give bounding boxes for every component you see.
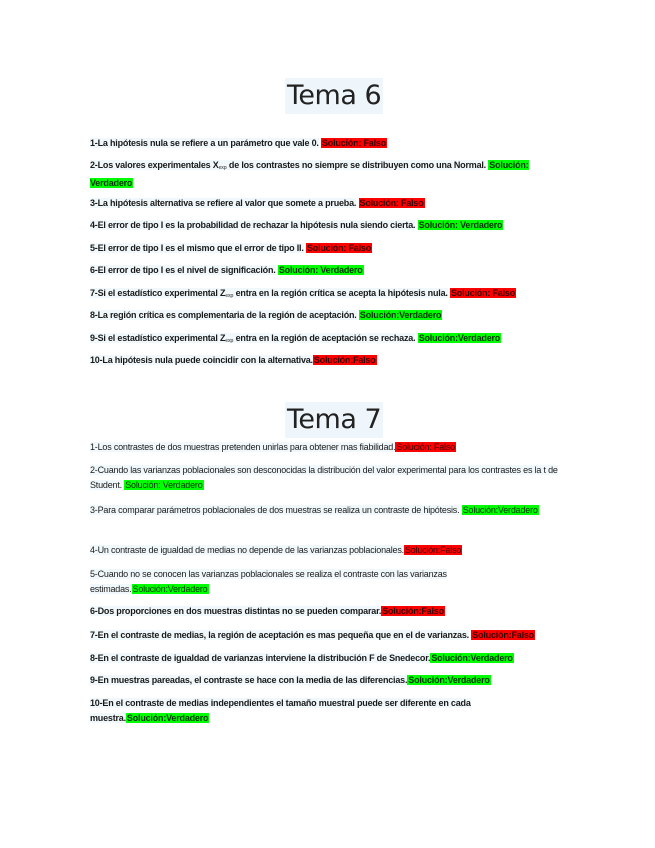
question-text: 5-Cuando no se conocen las varianzas poblacionales se realiza el contraste con las varianzas estimadas. xyxy=(90,569,447,594)
solution-badge: Solución:Falso xyxy=(404,545,462,555)
question-text: 9-En muestras pareadas, el contraste se hace con la media de las diferencias. xyxy=(90,675,408,685)
question-7-2 xyxy=(90,463,560,493)
question-text: 1-La hipótesis nula se refiere a un parámetro que vale 0. xyxy=(90,138,319,148)
question-text: 8-En el contraste de igualdad de varianzas interviene la distribución F de Snedecor. xyxy=(90,653,431,663)
question-6-1 xyxy=(90,136,387,151)
solution-badge: Solución: Falso xyxy=(322,138,387,148)
solution-badge: Solución: Verdadero xyxy=(125,480,203,490)
question-text xyxy=(90,333,415,343)
question-text-post: entra en la región de aceptación se rechaza. xyxy=(233,333,416,343)
solution-badge: Solución:Falso xyxy=(472,630,534,640)
question-text: 6-Dos proporciones en dos muestras distintas no se pueden comparar. xyxy=(90,606,382,616)
solution-badge: Solución: Falso xyxy=(396,442,455,452)
question-7-6 xyxy=(90,604,445,619)
solution-badge: Solución: Falso xyxy=(306,243,371,253)
question-6-5 xyxy=(90,241,372,256)
solution-badge: Solución: Falso xyxy=(451,288,516,298)
question-text-pre: 9-Si el estadístico experimental Z xyxy=(90,333,226,343)
question-6-3 xyxy=(90,196,425,211)
subscript: exp xyxy=(218,165,227,171)
question-6-10 xyxy=(90,353,377,368)
question-7-8 xyxy=(90,651,514,666)
question-7-4 xyxy=(90,543,462,558)
solution-badge: Solución: Verdadero xyxy=(90,160,529,188)
question-7-9 xyxy=(90,673,491,688)
question-text: 7-En el contraste de medias, la región de aceptación es mas pequeña que en el de varianzas. xyxy=(90,630,469,640)
solution-badge: Solución:Verdadero xyxy=(126,713,209,723)
question-text: 10-La hipótesis nula puede coincidir con la alternativa. xyxy=(90,355,313,365)
question-7-3 xyxy=(90,503,539,518)
solution-badge: Solución:Verdadero xyxy=(132,584,208,594)
solution-badge: Solución:Verdadero xyxy=(431,653,513,663)
question-text: 2-Cuando las varianzas poblacionales son desconocidas la distribución del valor experimental para los contrastes es la t de Student. xyxy=(90,465,558,490)
question-text-pre: 2-Los valores experimentales X xyxy=(90,160,219,170)
question-text: 10-En el contraste de medias independientes el tamaño muestral puede ser diferente en cada muestra. xyxy=(90,698,471,723)
subscript: exp xyxy=(225,338,234,344)
question-text: 4-El error de tipo I es la probabilidad de rechazar la hipótesis nula siendo cierta. xyxy=(90,220,416,230)
question-text xyxy=(90,288,448,298)
solution-badge: Solución: Falso xyxy=(359,198,424,208)
question-6-9 xyxy=(90,331,501,349)
solution-badge: Solución:Verdadero xyxy=(359,310,442,320)
solution-badge: Solución: Verdadero xyxy=(278,265,363,275)
question-7-7 xyxy=(90,628,535,643)
solution-badge: Solución:Falso xyxy=(313,355,376,365)
solution-badge: Solución:Verdadero xyxy=(408,675,490,685)
question-6-4 xyxy=(90,218,503,233)
question-text: 8-La región crítica es complementaria de la región de aceptación. xyxy=(90,310,357,320)
question-text: 6-El error de tipo I es el nivel de significación. xyxy=(90,265,276,275)
question-7-10 xyxy=(90,696,560,726)
solution-badge: Solución: Verdadero xyxy=(418,220,503,230)
section-title-tema-7: Tema 7 xyxy=(285,402,383,438)
solution-badge: Solución:Verdadero xyxy=(418,333,501,343)
solution-badge: Solución:Verdadero xyxy=(462,505,538,515)
question-7-5 xyxy=(90,567,560,597)
question-7-1 xyxy=(90,440,456,455)
question-text: 1-Los contrastes de dos muestras pretenden unirlas para obtener mas fiabilidad. xyxy=(90,442,396,452)
question-6-8 xyxy=(90,308,442,323)
question-text: 3-La hipótesis alternativa se refiere al valor que somete a prueba. xyxy=(90,198,357,208)
question-text-post: de los contrastes no siempre se distribuyen como una Normal. xyxy=(226,160,486,170)
question-text-post: entra en la región crítica se acepta la hipótesis nula. xyxy=(233,288,448,298)
question-text: 3-Para comparar parámetros poblacionales de dos muestras se realiza un contraste de hipótesis. xyxy=(90,505,460,515)
question-6-2 xyxy=(90,158,560,191)
question-6-6 xyxy=(90,263,364,278)
question-text: 5-El error de tipo I es el mismo que el error de tipo II. xyxy=(90,243,304,253)
section-title-tema-6: Tema 6 xyxy=(285,78,383,114)
question-text xyxy=(90,160,486,170)
subscript: exp xyxy=(225,293,234,299)
question-text: 4-Un contraste de igualdad de medias no depende de las varianzas poblacionales. xyxy=(90,545,404,555)
solution-badge: Solución:Falso xyxy=(382,606,444,616)
question-6-7 xyxy=(90,286,516,304)
question-text-pre: 7-Si el estadístico experimental Z xyxy=(90,288,226,298)
